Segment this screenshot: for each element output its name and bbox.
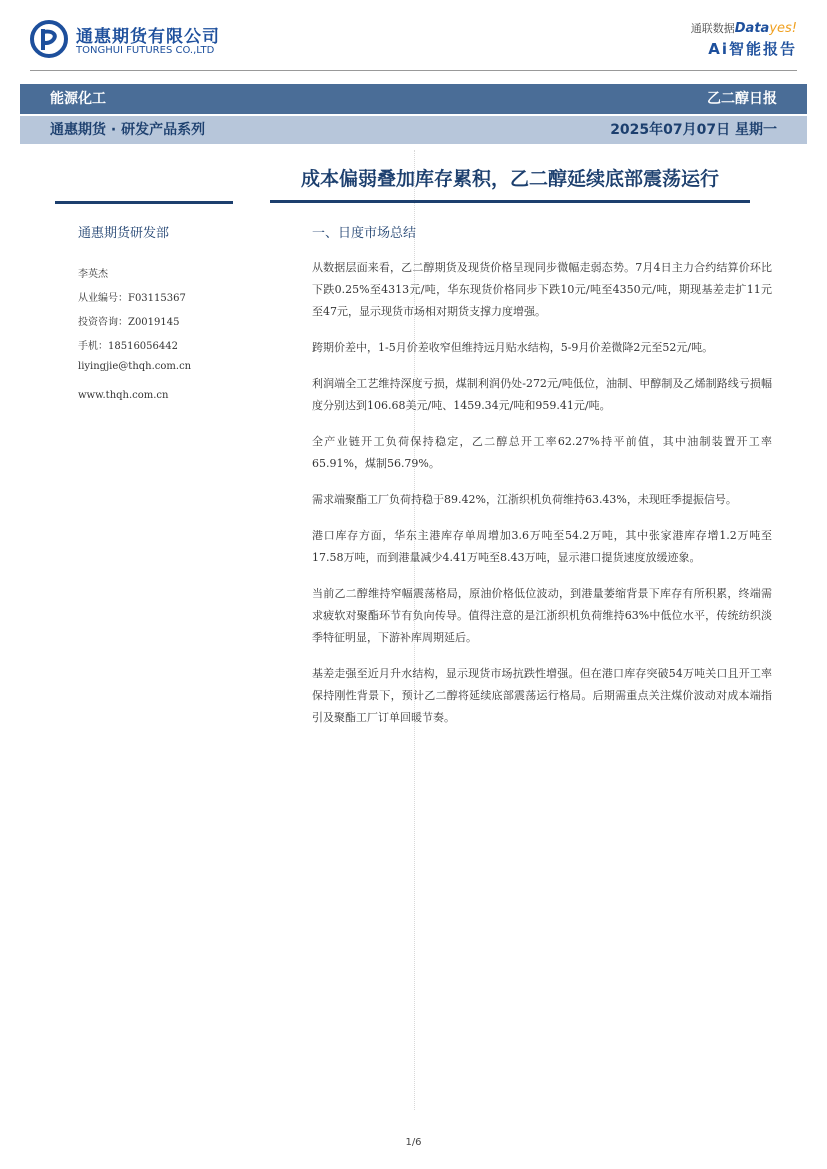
report-title: 成本偏弱叠加库存累积，乙二醇延续底部震荡运行 (300, 168, 719, 190)
datayes-brand (691, 20, 797, 59)
license-number: 从业编号：F03115367 (78, 293, 186, 304)
company-name-en: TONGHUI FUTURES CO.,LTD (76, 45, 215, 56)
sidebar-rule (55, 201, 233, 204)
datayes-logo (691, 20, 797, 36)
paragraph: 跨期价差中，1-5月价差收窄但维持远月贴水结构，5-9月价差微降2元至52元/吨。 (312, 341, 714, 354)
paragraph: 利润端全工艺维持深度亏损，煤制利润仍处-272元/吨低位，油制、甲醇制及乙烯制路线亏损幅度分别达到106.68美元/吨、1459.34元/吨和959.41元/吨。 (312, 377, 772, 412)
title-underline (270, 200, 750, 203)
ai-report-label: Ai智能报告 (708, 40, 797, 58)
report-body (312, 222, 772, 743)
series-band (20, 116, 807, 144)
company-name-cn: 通惠期货有限公司 (76, 27, 220, 47)
series-label: 通惠期货 · 研发产品系列 (50, 122, 206, 138)
consult-number: 投资咨询：Z0019145 (78, 317, 180, 328)
company-logo (30, 20, 230, 60)
datayes-accent: yes! (769, 21, 797, 36)
report-date: 2025年07月07日 星期一 (610, 122, 777, 138)
analyst-name: 李英杰 (78, 269, 108, 280)
report-type-label: 乙二醇日报 (707, 91, 777, 107)
analyst-sidebar (78, 222, 278, 410)
paragraph: 基差走强至近月升水结构，显示现货市场抗跌性增强。但在港口库存突破54万吨关口且开工率保持刚性背景下，预计乙二醇将延续底部震荡运行格局。后期需重点关注煤价波动对成本端指引及聚酯工厂订单回暖节奏。 (312, 667, 772, 724)
sector-band (20, 84, 807, 114)
section-title: 一、日度市场总结 (312, 226, 417, 241)
paragraph: 从数据层面来看，乙二醇期货及现货价格呈现同步微幅走弱态势。7月4日主力合约结算价环比下跌0.25%至4313元/吨，华东现货价格同步下跌10元/吨至4350元/吨，期现基差走扩11元至47元，显示现货市场相对期货支撑力度增强。 (312, 261, 772, 318)
page-number: 1/6 (405, 1137, 422, 1148)
paragraph: 当前乙二醇维持窄幅震荡格局，原油价格低位波动，到港量萎缩背景下库存有所积累，终端需求疲软对聚酯环节有负向传导。值得注意的是江浙织机负荷维持63%中低位水平，传统纺织淡季特征明显，下游补库周期延后。 (312, 587, 772, 644)
datayes-en: Data (734, 21, 770, 36)
company-logo-icon (30, 20, 68, 58)
sector-label: 能源化工 (50, 91, 106, 107)
paragraph: 需求端聚酯工厂负荷持稳于89.42%，江浙织机负荷维持63.43%，未现旺季提振信号。 (312, 493, 737, 506)
phone-number: 手机：18516056442 (78, 341, 178, 352)
datayes-cn: 通联数据 (690, 22, 735, 35)
paragraph: 全产业链开工负荷保持稳定，乙二醇总开工率62.27%持平前值，其中油制装置开工率65.91%，煤制56.79%。 (312, 435, 772, 470)
website-link[interactable]: www.thqh.com.cn (78, 390, 169, 401)
email-address[interactable]: liyingjie@thqh.com.cn (78, 361, 192, 372)
department-name: 通惠期货研发部 (78, 226, 170, 241)
header-divider (30, 70, 797, 71)
paragraph: 港口库存方面，华东主港库存单周增加3.6万吨至54.2万吨，其中张家港库存增1.2万吨至17.58万吨，而到港量减少4.41万吨至8.43万吨，显示港口提货速度放缓迹象。 (312, 529, 772, 564)
